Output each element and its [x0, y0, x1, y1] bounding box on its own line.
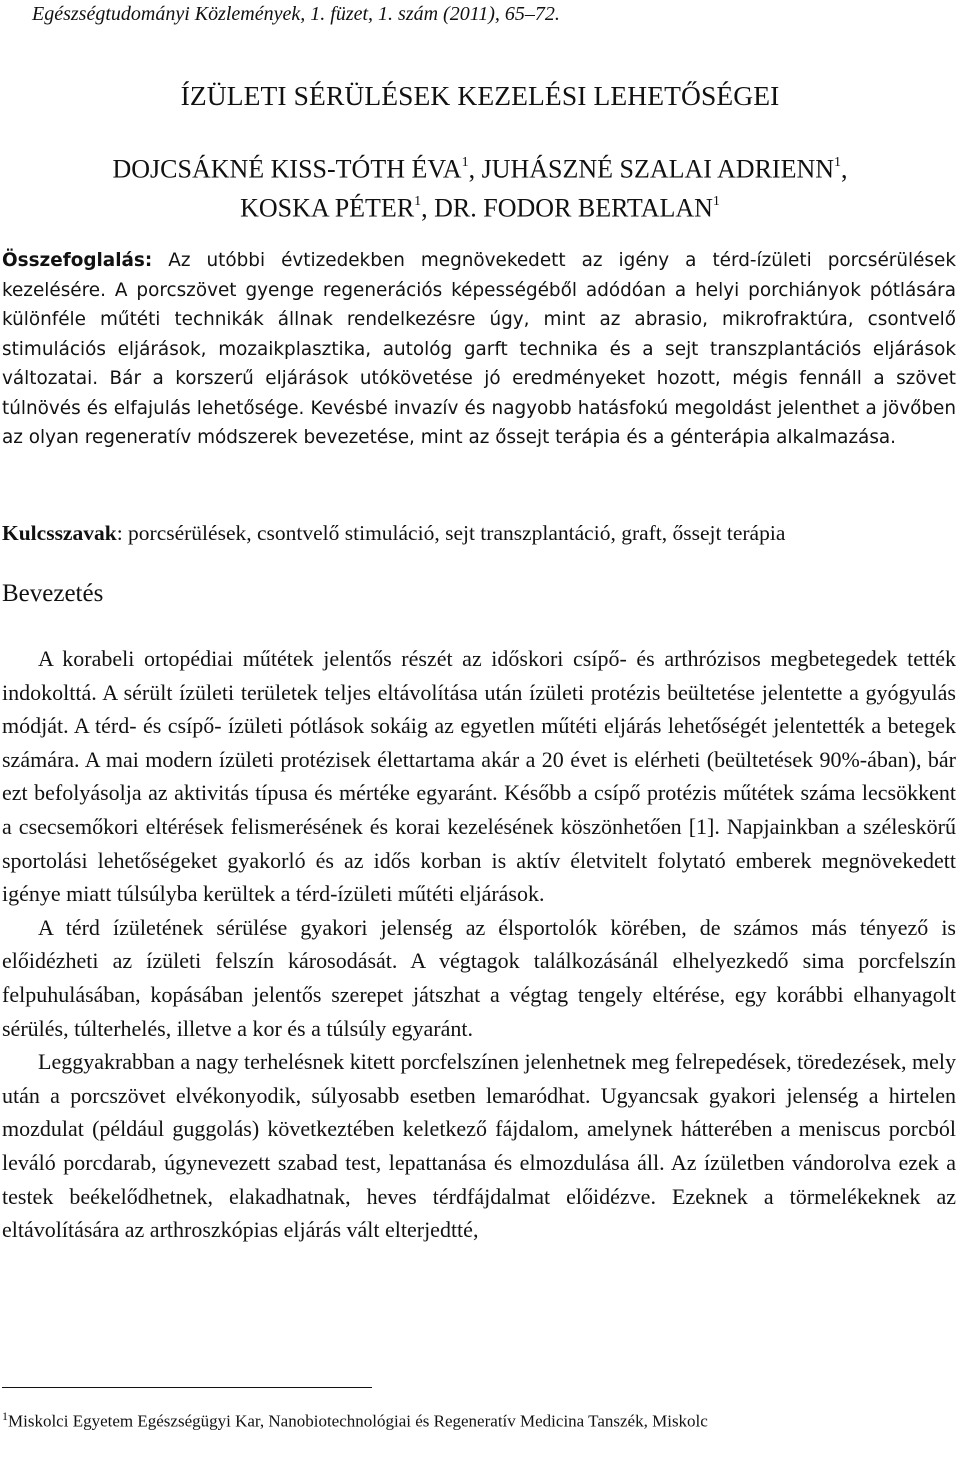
author-line-2 — [0, 187, 960, 226]
section-heading: Bevezetés — [2, 580, 104, 607]
affiliation-mark: 1 — [712, 193, 720, 209]
footnote — [2, 1402, 956, 1436]
author-name: KOSKA PÉTER — [240, 193, 415, 223]
footnote-text: Miskolci Egyetem Egészségügyi Kar, Nanobiotechnológiai és Regeneratív Medicina Tanszék, Miskolc — [8, 1411, 708, 1431]
paragraph: A korabeli ortopédiai műtétek jelentős részét az időskori csípő- és arthrózisos megbetegedek tették indokolttá. A sérült ízületi területek teljes eltávolítása után ízületi protézis beültetése jelentette a gyógyulás módját. A térd- és csípő- ízületi pótlások sokáig az egyetlen műtéti eljárás lehetőségét jelentették a betegek számára. A mai modern ízületi protézisek élettartama akár a 20 évet is elérheti (beültetések 90%-ában), bár ezt befolyásolja az aktivitás típusa és mértéke egyaránt. Később a csípő protézis műtétek száma lecsökkent a csecsemőkori eltérések felismerésének és korai kezelésének köszönhetően [1]. Napjainkban a széleskörű sportolási lehetőségeket gyakorló és az idős korban is aktív életvitelt folytató emberek megnövekedett igénye miatt túlsúlyba kerültek a térd-ízületi műtéti eljárások. — [2, 646, 956, 907]
abstract-label: Összefoglalás: — [2, 250, 153, 271]
footnote-mark: 1 — [2, 1409, 8, 1423]
affiliation-mark: 1 — [414, 193, 422, 209]
keywords-text: : porcsérülések, csontvelő stimuláció, sejt transzplantáció, graft, őssejt terápia — [116, 521, 786, 545]
author-name: , JUHÁSZNÉ SZALAI ADRIENN — [468, 154, 835, 184]
journal-header: Egészségtudományi Közlemények, 1. füzet, 1. szám (2011), 65–72. — [32, 3, 560, 25]
affiliation-mark: 1 — [461, 155, 469, 170]
footnote-divider — [2, 1387, 372, 1388]
author-separator: , — [841, 154, 848, 184]
body-text — [2, 642, 956, 1247]
abstract — [2, 246, 956, 453]
paragraph: Leggyakrabban a nagy terhelésnek kitett porcfelszínen jelenhetnek meg felrepedések, töredezések, mely után a porcszövet elvékonyodik, súlyosabb esetben lemaródhat. Ugyancsak gyakori jelenség a hirtelen mozdulat (például guggolás) következtében keletkező fájdalom, amelynek hátterében a meniscus porcból leváló porcdarab, úgynevezett szabad test, lepattanása és elmozdulása áll. Az ízületben vándorolva ezek a testek beékelődhetnek, elakadhatnak, heves térdfájdalmat előidézve. Ezeknek a törmelékeknek az eltávolítására az arthroszkópias eljárás vált elterjedtté, — [2, 1049, 956, 1243]
article-title: ÍZÜLETI SÉRÜLÉSEK KEZELÉSI LEHETŐSÉGEI — [180, 80, 780, 111]
affiliation-mark: 1 — [834, 155, 842, 170]
author-name: DOJCSÁKNÉ KISS-TÓTH ÉVA — [112, 154, 462, 184]
author-list — [0, 148, 960, 225]
author-name: , DR. FODOR BERTALAN — [421, 193, 713, 223]
abstract-text: Az utóbbi évtizedekben megnövekedett az igény a térd-ízületi porcsérülések kezelésére. A porcszövet gyenge regenerációs képességéből adódóan a helyi porchiányok pótlására különféle műtéti technikák állnak rendelkezésre úgy, mint az abrasio, mikrofraktúra, csontvelő stimulációs eljárások, mozaikplasztika, autológ garft technika és a sejt transzplantációs eljárások változatai. Bár a korszerű eljárások utókövetése jó eredményeket hozott, mégis fennáll a szövet túlnövés és elfajulás lehetősége. Kevésbé invazív és nagyobb hatásfokú megoldást jelenthet a jövőben az olyan regeneratív módszerek bevezetése, mint az őssejt terápia és a génterápia alkalmazása. — [2, 250, 956, 448]
keywords — [2, 518, 956, 548]
keywords-label: Kulcsszavak — [2, 521, 117, 545]
author-line-1 — [0, 148, 960, 187]
paragraph: A térd ízületének sérülése gyakori jelenség az élsportolók körében, de számos más tényező is előidézheti az ízületi felszín károsodását. A végtagok találkozásánál elhelyezkedő sima porcfelszín felpuhulásában, kopásában jelentős szerepet játszhat a végtag tengely eltérése, egy korábbi elhanyagolt sérülés, túlterhelés, illetve a kor és a túlsúly egyaránt. — [2, 914, 956, 1041]
